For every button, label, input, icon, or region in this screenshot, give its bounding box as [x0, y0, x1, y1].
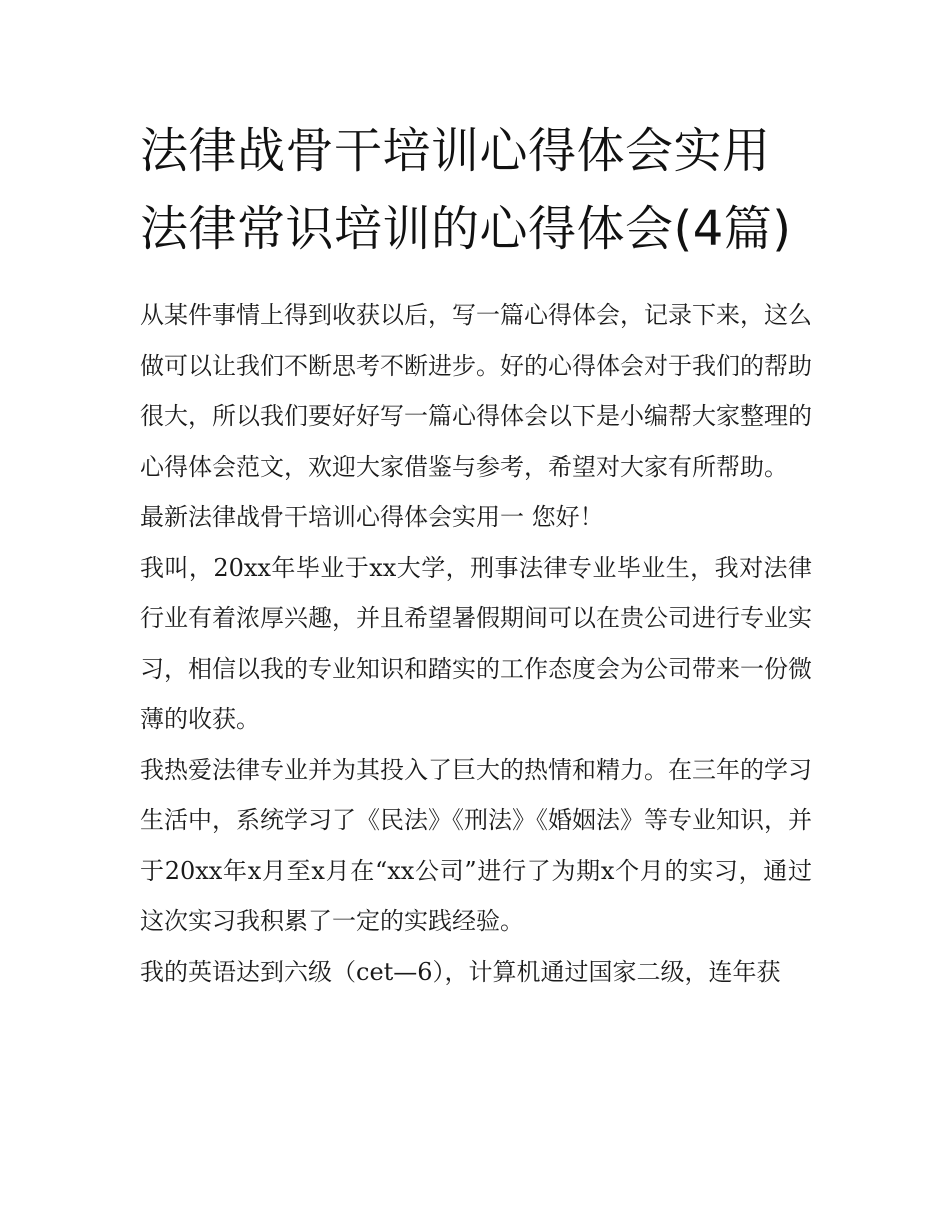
intro-paragraph: 从某件事情上得到收获以后，写一篇心得体会，记录下来，这么做可以让我们不断思考不断进步。好的心得体会对于我们的帮助很大，所以我们要好好写一篇心得体会以下是小编帮大家整理的心得体会范文，欢迎大家借鉴与参考，希望对大家有所帮助。 — [140, 301, 812, 481]
self-introduction-paragraph: 我叫，20xx年毕业于xx大学，刑事法律专业毕业生，我对法律行业有着浓厚兴趣，并且希望暑假期间可以在贵公司进行专业实习，相信以我的专业知识和踏实的工作态度会为公司带来一份微薄的收获。 — [140, 553, 812, 733]
skills-paragraph: 我的英语达到六级（cet—6），计算机通过国家二级，连年获 — [140, 957, 781, 986]
document-body — [140, 112, 812, 997]
section-heading-paragraph: 最新法律战骨干培训心得体会实用一 您好！ — [140, 503, 604, 531]
document-title: 法律战骨干培训心得体会实用法律常识培训的心得体会(4篇) — [140, 123, 792, 257]
study-experience-paragraph: 我热爱法律专业并为其投入了巨大的热情和精力。在三年的学习生活中，系统学习了《民法》《刑法》《婚姻法》等专业知识，并于20xx年x月至x月在“xx公司”进行了为期x个月的实习，通过这次实习我积累了一定的实践经验。 — [140, 755, 812, 935]
